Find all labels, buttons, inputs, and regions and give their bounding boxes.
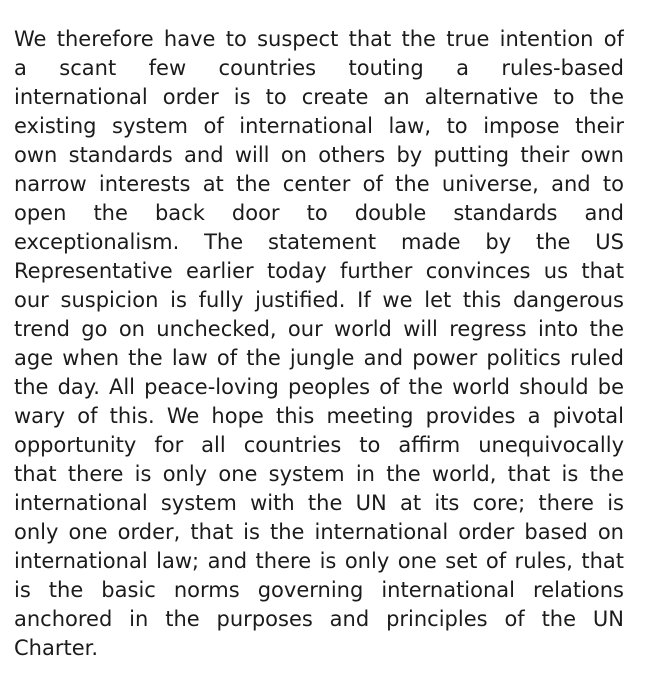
text-line: that there is only one system in the world, that is the: [14, 462, 624, 486]
text-line: We therefore have to suspect that the true intention of: [14, 27, 624, 51]
text-line: the day. All peace-loving peoples of the world should be: [14, 375, 624, 399]
text-line: international law; and there is only one set of rules, that: [14, 549, 624, 573]
text-line: anchored in the purposes and principles of the UN: [14, 607, 624, 631]
text-line: exceptionalism. The statement made by the US: [14, 230, 624, 254]
text-line: age when the law of the jungle and power politics ruled: [14, 346, 624, 370]
statement-paragraph: [14, 25, 624, 663]
text-line: is the basic norms governing international relations: [14, 578, 624, 602]
text-line: own standards and will on others by putting their own: [14, 143, 624, 167]
text-line: existing system of international law, to impose their: [14, 114, 624, 138]
text-line: a scant few countries touting a rules-based: [14, 56, 624, 80]
text-line: only one order, that is the international order based on: [14, 520, 624, 544]
text-line: wary of this. We hope this meeting provides a pivotal: [14, 404, 624, 428]
text-line: opportunity for all countries to affirm unequivocally: [14, 433, 624, 457]
text-line: trend go on unchecked, our world will regress into the: [14, 317, 624, 341]
text-line: international order is to create an alternative to the: [14, 85, 624, 109]
text-line: Representative earlier today further convinces us that: [14, 259, 624, 283]
text-line: international system with the UN at its core; there is: [14, 491, 624, 515]
text-line-last: Charter.: [14, 636, 99, 660]
text-line: our suspicion is fully justified. If we let this dangerous: [14, 288, 624, 312]
text-line: open the back door to double standards and: [14, 201, 624, 225]
text-line: narrow interests at the center of the universe, and to: [14, 172, 624, 196]
